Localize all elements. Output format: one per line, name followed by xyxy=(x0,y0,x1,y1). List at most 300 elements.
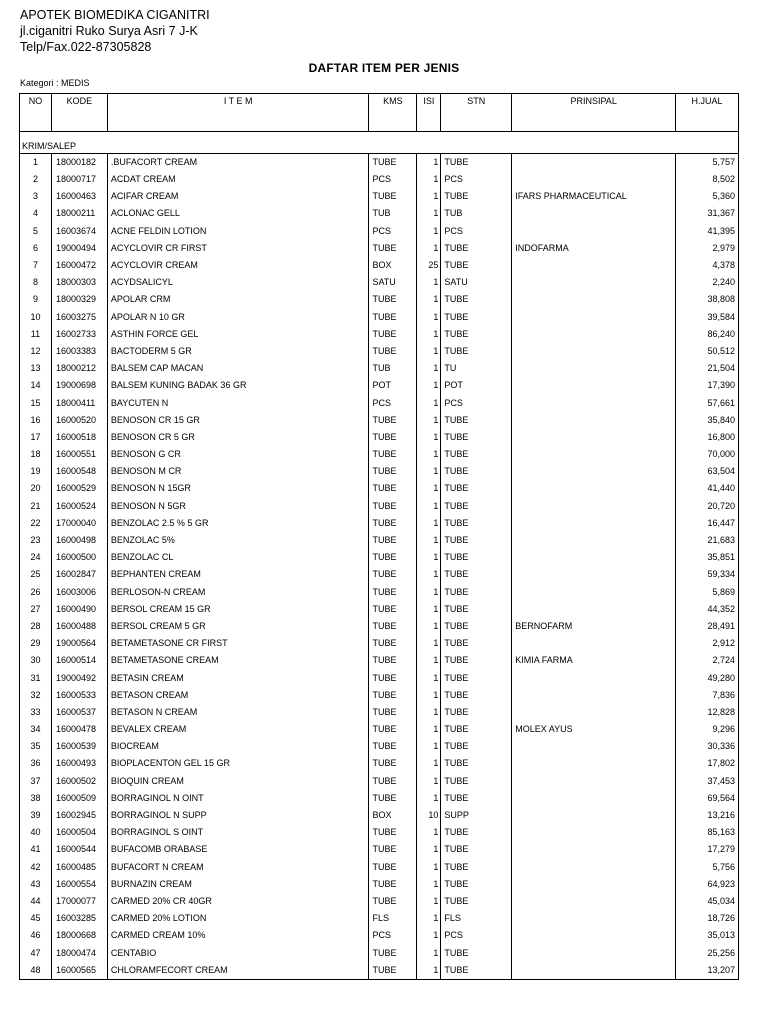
row-stn: PCS xyxy=(441,223,512,240)
row-stn: TUBE xyxy=(441,549,512,566)
company-address: jl.ciganitri Ruko Surya Asri 7 J-K xyxy=(20,24,198,38)
row-stn: TUBE xyxy=(441,635,512,652)
row-item-name: BETASIN CREAM xyxy=(107,669,369,686)
row-kode: 16003674 xyxy=(51,223,107,240)
row-kms: TUBE xyxy=(369,704,417,721)
row-item-name: BENOSON N 5GR xyxy=(107,498,369,515)
row-kms: POT xyxy=(369,377,417,394)
row-isi: 1 xyxy=(417,566,441,583)
row-kms: TUBE xyxy=(369,154,417,172)
row-kode: 16000485 xyxy=(51,859,107,876)
row-hjual: 49,280 xyxy=(676,669,739,686)
table-row xyxy=(20,790,739,807)
row-prinsipal xyxy=(512,755,676,772)
row-hjual: 35,851 xyxy=(676,549,739,566)
row-kms: PCS xyxy=(369,171,417,188)
row-stn: TUBE xyxy=(441,240,512,257)
row-stn: TUBE xyxy=(441,463,512,480)
group-row xyxy=(20,132,739,154)
row-kms: TUBE xyxy=(369,893,417,910)
row-hjual: 5,756 xyxy=(676,859,739,876)
company-name: APOTEK BIOMEDIKA CIGANITRI xyxy=(20,8,210,22)
row-prinsipal: BERNOFARM xyxy=(512,618,676,635)
row-isi: 1 xyxy=(417,755,441,772)
row-stn: TUBE xyxy=(441,566,512,583)
row-item-name: BENOSON CR 5 GR xyxy=(107,429,369,446)
table-row xyxy=(20,635,739,652)
row-kode: 17000040 xyxy=(51,515,107,532)
row-kms: TUBE xyxy=(369,876,417,893)
col-header-kms: KMS xyxy=(369,94,417,132)
row-stn: TU xyxy=(441,360,512,377)
row-kode: 16003285 xyxy=(51,910,107,927)
row-stn: TUBE xyxy=(441,412,512,429)
row-stn: TUBE xyxy=(441,704,512,721)
row-hjual: 5,360 xyxy=(676,188,739,205)
row-stn: PCS xyxy=(441,171,512,188)
row-kms: TUBE xyxy=(369,566,417,583)
row-isi: 1 xyxy=(417,429,441,446)
row-kms: TUBE xyxy=(369,618,417,635)
row-no: 29 xyxy=(20,635,52,652)
row-kode: 16000472 xyxy=(51,257,107,274)
row-kode: 16000554 xyxy=(51,876,107,893)
row-isi: 1 xyxy=(417,669,441,686)
col-header-stn: STN xyxy=(441,94,512,132)
row-item-name: APOLAR CRM xyxy=(107,291,369,308)
row-kms: TUBE xyxy=(369,652,417,669)
row-kode: 19000698 xyxy=(51,377,107,394)
row-no: 42 xyxy=(20,859,52,876)
row-no: 36 xyxy=(20,755,52,772)
row-isi: 1 xyxy=(417,721,441,738)
row-item-name: ACLONAC GELL xyxy=(107,205,369,222)
row-hjual: 17,390 xyxy=(676,377,739,394)
row-stn: TUBE xyxy=(441,480,512,497)
row-no: 44 xyxy=(20,893,52,910)
row-prinsipal xyxy=(512,584,676,601)
row-prinsipal xyxy=(512,704,676,721)
row-stn: FLS xyxy=(441,910,512,927)
row-stn: SUPP xyxy=(441,807,512,824)
row-no: 12 xyxy=(20,343,52,360)
table-row xyxy=(20,618,739,635)
row-hjual: 2,979 xyxy=(676,240,739,257)
row-stn: TUBE xyxy=(441,859,512,876)
row-isi: 1 xyxy=(417,326,441,343)
row-item-name: BERLOSON-N CREAM xyxy=(107,584,369,601)
row-item-name: BENOSON CR 15 GR xyxy=(107,412,369,429)
row-hjual: 2,240 xyxy=(676,274,739,291)
table-row xyxy=(20,515,739,532)
row-kms: TUBE xyxy=(369,343,417,360)
table-row xyxy=(20,962,739,980)
row-no: 47 xyxy=(20,944,52,961)
table-row xyxy=(20,841,739,858)
row-item-name: APOLAR N 10 GR xyxy=(107,309,369,326)
row-stn: TUBE xyxy=(441,790,512,807)
row-kms: TUBE xyxy=(369,755,417,772)
row-item-name: ACYDSALICYL xyxy=(107,274,369,291)
table-row xyxy=(20,240,739,257)
row-prinsipal xyxy=(512,773,676,790)
row-prinsipal xyxy=(512,154,676,172)
table-row xyxy=(20,584,739,601)
row-isi: 1 xyxy=(417,463,441,480)
row-kode: 18000303 xyxy=(51,274,107,291)
row-prinsipal xyxy=(512,687,676,704)
row-hjual: 18,726 xyxy=(676,910,739,927)
row-item-name: BALSEM CAP MACAN xyxy=(107,360,369,377)
row-kms: TUBE xyxy=(369,291,417,308)
row-hjual: 7,836 xyxy=(676,687,739,704)
row-isi: 1 xyxy=(417,876,441,893)
row-kms: BOX xyxy=(369,257,417,274)
row-prinsipal xyxy=(512,962,676,980)
row-kms: TUBE xyxy=(369,584,417,601)
row-item-name: ACYCLOVIR CR FIRST xyxy=(107,240,369,257)
col-header-prinsipal: PRINSIPAL xyxy=(512,94,676,132)
row-kms: TUBE xyxy=(369,326,417,343)
row-prinsipal xyxy=(512,876,676,893)
table-row xyxy=(20,893,739,910)
table-row xyxy=(20,463,739,480)
row-hjual: 20,720 xyxy=(676,498,739,515)
row-isi: 1 xyxy=(417,446,441,463)
row-no: 41 xyxy=(20,841,52,858)
row-isi: 1 xyxy=(417,859,441,876)
company-header xyxy=(20,7,210,55)
col-header-item: I T E M xyxy=(107,94,369,132)
row-no: 16 xyxy=(20,412,52,429)
row-kode: 16000544 xyxy=(51,841,107,858)
row-hjual: 16,800 xyxy=(676,429,739,446)
row-kode: 16000509 xyxy=(51,790,107,807)
row-stn: TUBE xyxy=(441,154,512,172)
row-no: 6 xyxy=(20,240,52,257)
row-stn: TUBE xyxy=(441,721,512,738)
row-kode: 19000492 xyxy=(51,669,107,686)
table-row xyxy=(20,859,739,876)
row-kode: 19000494 xyxy=(51,240,107,257)
row-no: 39 xyxy=(20,807,52,824)
row-kode: 16000529 xyxy=(51,480,107,497)
row-hjual: 2,724 xyxy=(676,652,739,669)
row-no: 15 xyxy=(20,394,52,411)
row-prinsipal xyxy=(512,944,676,961)
row-kms: TUBE xyxy=(369,841,417,858)
row-kms: TUBE xyxy=(369,515,417,532)
row-stn: TUBE xyxy=(441,893,512,910)
row-kms: TUB xyxy=(369,360,417,377)
row-prinsipal xyxy=(512,446,676,463)
row-kode: 16000488 xyxy=(51,618,107,635)
table-row xyxy=(20,566,739,583)
row-isi: 25 xyxy=(417,257,441,274)
row-kms: TUBE xyxy=(369,463,417,480)
row-kms: TUBE xyxy=(369,446,417,463)
row-isi: 1 xyxy=(417,944,441,961)
row-hjual: 64,923 xyxy=(676,876,739,893)
row-prinsipal xyxy=(512,893,676,910)
row-hjual: 69,564 xyxy=(676,790,739,807)
row-stn: TUBE xyxy=(441,601,512,618)
row-stn: POT xyxy=(441,377,512,394)
row-no: 40 xyxy=(20,824,52,841)
row-isi: 1 xyxy=(417,377,441,394)
row-kode: 16000514 xyxy=(51,652,107,669)
table-row xyxy=(20,721,739,738)
row-stn: TUBE xyxy=(441,962,512,980)
row-hjual: 38,808 xyxy=(676,291,739,308)
row-item-name: ACNE FELDIN LOTION xyxy=(107,223,369,240)
row-hjual: 63,504 xyxy=(676,463,739,480)
row-no: 26 xyxy=(20,584,52,601)
table-row xyxy=(20,291,739,308)
row-kms: TUBE xyxy=(369,601,417,618)
row-kms: TUBE xyxy=(369,669,417,686)
row-hjual: 5,869 xyxy=(676,584,739,601)
table-row xyxy=(20,480,739,497)
row-no: 43 xyxy=(20,876,52,893)
row-hjual: 85,163 xyxy=(676,824,739,841)
row-kode: 19000564 xyxy=(51,635,107,652)
row-kode: 16000533 xyxy=(51,687,107,704)
table-row xyxy=(20,652,739,669)
row-no: 32 xyxy=(20,687,52,704)
row-isi: 1 xyxy=(417,498,441,515)
row-no: 17 xyxy=(20,429,52,446)
row-stn: TUB xyxy=(441,205,512,222)
row-prinsipal xyxy=(512,377,676,394)
row-isi: 1 xyxy=(417,240,441,257)
table-row xyxy=(20,910,739,927)
table-row xyxy=(20,755,739,772)
row-prinsipal xyxy=(512,291,676,308)
row-hjual: 9,296 xyxy=(676,721,739,738)
row-hjual: 37,453 xyxy=(676,773,739,790)
row-prinsipal xyxy=(512,601,676,618)
row-isi: 1 xyxy=(417,773,441,790)
row-kode: 17000077 xyxy=(51,893,107,910)
row-hjual: 45,034 xyxy=(676,893,739,910)
row-prinsipal xyxy=(512,412,676,429)
table-row xyxy=(20,738,739,755)
row-prinsipal xyxy=(512,549,676,566)
row-item-name: BETAMETASONE CREAM xyxy=(107,652,369,669)
row-kode: 16002847 xyxy=(51,566,107,583)
row-isi: 1 xyxy=(417,274,441,291)
table-row xyxy=(20,171,739,188)
row-item-name: BERSOL CREAM 5 GR xyxy=(107,618,369,635)
table-row xyxy=(20,824,739,841)
row-prinsipal xyxy=(512,463,676,480)
row-isi: 1 xyxy=(417,738,441,755)
row-item-name: CARMED CREAM 10% xyxy=(107,927,369,944)
row-prinsipal xyxy=(512,309,676,326)
table-header-row xyxy=(20,94,739,132)
row-kode: 18000182 xyxy=(51,154,107,172)
row-kode: 16000539 xyxy=(51,738,107,755)
row-prinsipal xyxy=(512,532,676,549)
table-row xyxy=(20,549,739,566)
row-no: 30 xyxy=(20,652,52,669)
row-isi: 1 xyxy=(417,480,441,497)
row-isi: 1 xyxy=(417,532,441,549)
row-item-name: CHLORAMFECORT CREAM xyxy=(107,962,369,980)
row-kms: TUBE xyxy=(369,309,417,326)
row-hjual: 41,395 xyxy=(676,223,739,240)
row-no: 20 xyxy=(20,480,52,497)
row-item-name: BEVALEX CREAM xyxy=(107,721,369,738)
row-no: 3 xyxy=(20,188,52,205)
row-no: 8 xyxy=(20,274,52,291)
company-phone: Telp/Fax.022-87305828 xyxy=(20,40,152,54)
row-stn: TUBE xyxy=(441,841,512,858)
row-item-name: BETASON CREAM xyxy=(107,687,369,704)
table-row xyxy=(20,532,739,549)
row-stn: TUBE xyxy=(441,738,512,755)
row-item-name: BORRAGINOL N SUPP xyxy=(107,807,369,824)
row-kode: 16000490 xyxy=(51,601,107,618)
row-prinsipal xyxy=(512,790,676,807)
row-isi: 1 xyxy=(417,360,441,377)
row-kms: TUBE xyxy=(369,687,417,704)
row-stn: TUBE xyxy=(441,944,512,961)
table-row xyxy=(20,773,739,790)
row-no: 7 xyxy=(20,257,52,274)
row-hjual: 13,207 xyxy=(676,962,739,980)
row-kms: TUBE xyxy=(369,773,417,790)
row-kode: 18000211 xyxy=(51,205,107,222)
row-item-name: BENZOLAC 5% xyxy=(107,532,369,549)
row-kms: PCS xyxy=(369,223,417,240)
row-prinsipal xyxy=(512,669,676,686)
row-item-name: BALSEM KUNING BADAK 36 GR xyxy=(107,377,369,394)
row-isi: 1 xyxy=(417,704,441,721)
row-prinsipal xyxy=(512,480,676,497)
row-hjual: 17,802 xyxy=(676,755,739,772)
row-kode: 16000502 xyxy=(51,773,107,790)
row-kode: 16000565 xyxy=(51,962,107,980)
row-hjual: 21,504 xyxy=(676,360,739,377)
row-item-name: ASTHIN FORCE GEL xyxy=(107,326,369,343)
row-prinsipal xyxy=(512,927,676,944)
row-no: 48 xyxy=(20,962,52,980)
row-no: 11 xyxy=(20,326,52,343)
row-item-name: BURNAZIN CREAM xyxy=(107,876,369,893)
row-isi: 1 xyxy=(417,515,441,532)
row-prinsipal xyxy=(512,360,676,377)
row-stn: TUBE xyxy=(441,652,512,669)
row-kode: 16003006 xyxy=(51,584,107,601)
col-header-hjual: H.JUAL xyxy=(676,94,739,132)
row-no: 38 xyxy=(20,790,52,807)
row-no: 37 xyxy=(20,773,52,790)
row-kode: 16000463 xyxy=(51,188,107,205)
row-kms: TUBE xyxy=(369,532,417,549)
document-title: DAFTAR ITEM PER JENIS xyxy=(308,61,460,75)
table-row xyxy=(20,704,739,721)
row-kode: 18000668 xyxy=(51,927,107,944)
row-isi: 1 xyxy=(417,618,441,635)
row-kms: FLS xyxy=(369,910,417,927)
row-prinsipal xyxy=(512,807,676,824)
row-item-name: BACTODERM 5 GR xyxy=(107,343,369,360)
row-isi: 1 xyxy=(417,687,441,704)
category-label: Kategori : MEDIS xyxy=(20,78,90,88)
row-kms: TUBE xyxy=(369,188,417,205)
row-kms: TUBE xyxy=(369,480,417,497)
row-item-name: BIOPLACENTON GEL 15 GR xyxy=(107,755,369,772)
col-header-no: NO xyxy=(20,94,52,132)
table-row xyxy=(20,274,739,291)
group-label: KRIM/SALEP xyxy=(20,132,739,154)
row-hjual: 25,256 xyxy=(676,944,739,961)
row-no: 21 xyxy=(20,498,52,515)
row-kms: TUB xyxy=(369,205,417,222)
row-stn: TUBE xyxy=(441,446,512,463)
table-row xyxy=(20,876,739,893)
row-prinsipal: KIMIA FARMA xyxy=(512,652,676,669)
row-kms: TUBE xyxy=(369,824,417,841)
row-no: 5 xyxy=(20,223,52,240)
row-item-name: BIOCREAM xyxy=(107,738,369,755)
row-prinsipal xyxy=(512,841,676,858)
row-no: 2 xyxy=(20,171,52,188)
row-no: 28 xyxy=(20,618,52,635)
row-hjual: 13,216 xyxy=(676,807,739,824)
row-isi: 1 xyxy=(417,841,441,858)
row-hjual: 70,000 xyxy=(676,446,739,463)
row-stn: TUBE xyxy=(441,309,512,326)
table-row xyxy=(20,343,739,360)
row-no: 14 xyxy=(20,377,52,394)
row-stn: TUBE xyxy=(441,876,512,893)
item-table xyxy=(19,93,739,980)
row-hjual: 41,440 xyxy=(676,480,739,497)
row-isi: 1 xyxy=(417,394,441,411)
row-no: 25 xyxy=(20,566,52,583)
table-row xyxy=(20,429,739,446)
row-stn: TUBE xyxy=(441,429,512,446)
row-isi: 1 xyxy=(417,291,441,308)
row-kode: 16000504 xyxy=(51,824,107,841)
table-row xyxy=(20,669,739,686)
row-stn: TUBE xyxy=(441,326,512,343)
row-prinsipal xyxy=(512,824,676,841)
row-stn: SATU xyxy=(441,274,512,291)
row-no: 23 xyxy=(20,532,52,549)
row-prinsipal xyxy=(512,171,676,188)
row-kms: TUBE xyxy=(369,498,417,515)
row-kode: 16000493 xyxy=(51,755,107,772)
table-row xyxy=(20,360,739,377)
table-row xyxy=(20,412,739,429)
row-item-name: BEPHANTEN CREAM xyxy=(107,566,369,583)
table-row xyxy=(20,205,739,222)
row-item-name: BETASON N CREAM xyxy=(107,704,369,721)
row-no: 19 xyxy=(20,463,52,480)
row-kode: 16000518 xyxy=(51,429,107,446)
row-kode: 16003383 xyxy=(51,343,107,360)
row-stn: TUBE xyxy=(441,498,512,515)
row-prinsipal xyxy=(512,429,676,446)
row-hjual: 16,447 xyxy=(676,515,739,532)
row-prinsipal xyxy=(512,738,676,755)
row-isi: 1 xyxy=(417,584,441,601)
row-isi: 1 xyxy=(417,790,441,807)
